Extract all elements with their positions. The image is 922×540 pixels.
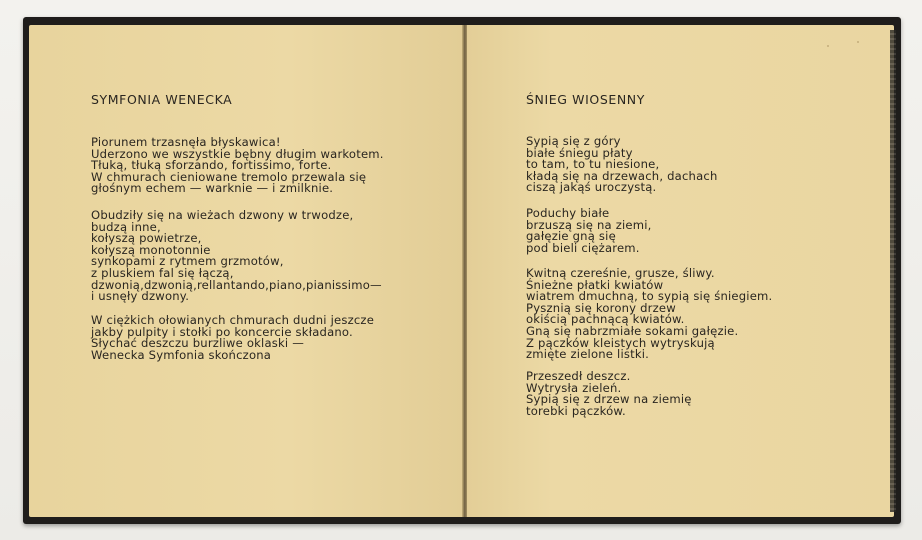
- poem-title: SYMFONIA WENECKA: [91, 92, 233, 107]
- verse-line: Przeszedł deszcz.: [526, 369, 631, 383]
- verse-line: okiścią pachnącą kwiatów.: [526, 312, 685, 327]
- verse-line: z pluskiem fal się łączą,: [91, 265, 234, 280]
- verse-line: Wenecka Symfonia skończona: [91, 347, 272, 362]
- stanza: [526, 208, 652, 254]
- verse-line: Słychać deszczu burzliwe oklaski —: [91, 336, 305, 351]
- verse-line: Uderzono we wszystkie bębny długim warkotem.: [91, 146, 384, 161]
- verse-line: kładą się na drzewach, dachach: [526, 168, 718, 183]
- poem-title: ŚNIEG WIOSENNY: [526, 92, 645, 107]
- stanza: [91, 137, 384, 195]
- verse-line: i usnęły dzwony.: [91, 289, 190, 304]
- verse-line: Tłuką, tłuką sforzando, fortissimo, forte.: [91, 158, 332, 173]
- verse-line: Z pączków kleistych wytryskują: [526, 335, 715, 350]
- paper-speck: [857, 41, 859, 43]
- verse-line: kołyszą powietrze,: [91, 231, 202, 246]
- verse-line: brzuszą się na ziemi,: [526, 217, 652, 232]
- verse-line: kołyszą monotonnie: [91, 242, 211, 257]
- verse-line: budzą inne,: [91, 219, 161, 234]
- right-page: [467, 25, 894, 517]
- verse-line: W chmurach cieniowane tremolo przewala się: [91, 169, 367, 184]
- verse-line: zmięte zielone listki.: [526, 347, 650, 362]
- verse-line: W ciężkich ołowianych chmurach dudni jeszcze: [91, 313, 375, 327]
- verse-line: Wytrysła zieleń.: [526, 380, 622, 395]
- verse-line: jakby pulpity i stołki po koncercie składano.: [91, 324, 353, 339]
- verse-line: Poduchy białe: [526, 206, 610, 220]
- verse-line: dzwonią,dzwonią,rellantando,piano,pianissimo—: [91, 277, 382, 292]
- verse-line: Gną się nabrzmiałe sokami gałęzie.: [526, 323, 739, 338]
- verse-line: ciszą jakąś uroczystą.: [526, 180, 657, 195]
- verse-line: Sypią się z drzew na ziemię: [526, 392, 692, 407]
- stanza: [526, 371, 692, 417]
- verse-line: to tam, to tu niesione,: [526, 157, 660, 172]
- verse-line: białe śniegu płaty: [526, 145, 633, 160]
- verse-line: torebki pączków.: [526, 403, 626, 418]
- verse-line: Sypią się z góry: [526, 134, 621, 148]
- stanza: [91, 210, 382, 303]
- stanza: [526, 136, 718, 194]
- verse-line: gałęzie gną się: [526, 229, 616, 244]
- page-block-edge: [890, 30, 896, 512]
- verse-line: wiatrem dmuchną, to sypią się śniegiem.: [526, 289, 773, 304]
- verse-line: Obudziły się na wieżach dzwony w trwodze,: [91, 208, 354, 222]
- verse-line: pod bieli ciężarem.: [526, 240, 640, 255]
- verse-line: Piorunem trzasnęła błyskawica!: [91, 135, 281, 149]
- verse-line: Pysznią się korony drzew: [526, 300, 676, 315]
- stanza: [91, 315, 374, 361]
- verse-line: Kwitną czereśnie, grusze, śliwy.: [526, 266, 715, 280]
- verse-line: Śnieżne płatki kwiatów: [526, 277, 664, 292]
- left-page: [29, 25, 463, 517]
- paper-speck: [827, 45, 829, 47]
- stanza: [526, 268, 772, 361]
- verse-line: synkopami z rytmem grzmotów,: [91, 254, 284, 269]
- verse-line: głośnym echem — warknie — i zmilknie.: [91, 181, 334, 196]
